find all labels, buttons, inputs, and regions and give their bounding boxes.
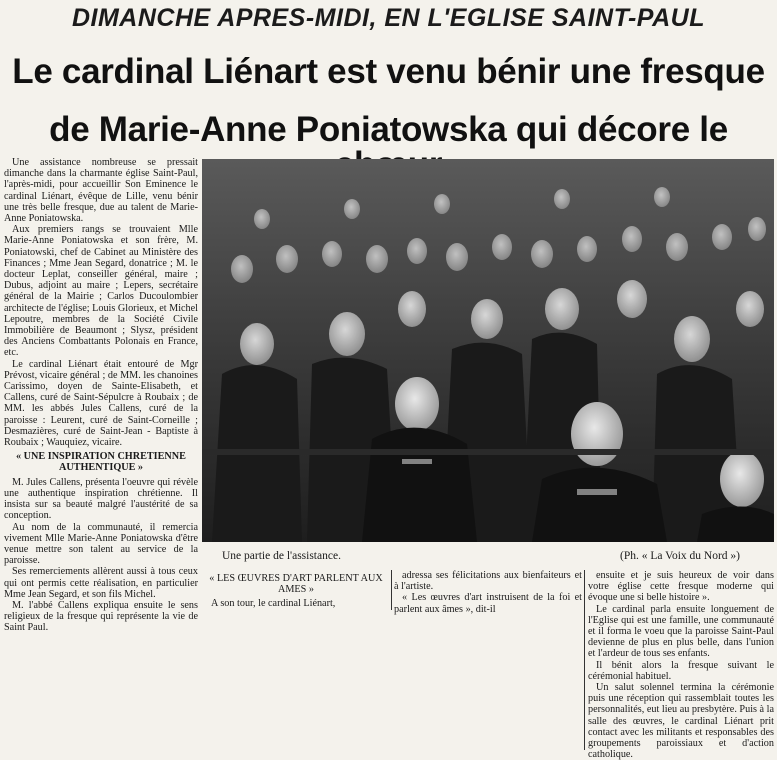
paragraph: Le cardinal Liénart était entouré de Mgr Prévost, vicaire général ; de MM. les chanoines Carissimo, doyen de Sainte-Elisabeth, et Callens, curé de Saint-Sépulcre à Roubaix ; de MM. les abbés Jules Callens, curé de la paroisse : Leurent, curé de Saint-Corneille ; Desmazières, curé de Saint-Jean - Baptiste à Roubaix ; Wauquiez, vicaire. <box>4 358 198 449</box>
paragraph: adressa ses félicitations aux bienfaiteurs et à l'artiste. <box>394 570 582 593</box>
paragraph: ensuite et je suis heureux de voir dans votre église cette fresque moderne qui évoque une si belle histoire ». <box>588 570 774 604</box>
kicker-heading: DIMANCHE APRES-MIDI, EN L'EGLISE SAINT-PAUL <box>71 4 706 32</box>
paragraph: M. Jules Callens, présenta l'oeuvre qui révèle une authentique inspiration chrétienne. Il insista sur sa beauté malgré l'austérité de sa conception. <box>4 476 198 522</box>
article-column-4 <box>588 570 774 760</box>
article-column-1 <box>4 157 198 634</box>
paragraph: M. l'abbé Callens expliqua ensuite le sens religieux de la fresque qui représente la vie de Saint Paul. <box>4 599 198 634</box>
headline-line-2: de Marie-Anne Poniatowska qui décore le <box>49 110 728 149</box>
column-divider <box>584 570 585 750</box>
column-divider <box>391 570 392 610</box>
paragraph: A son tour, le cardinal Liénart, <box>211 598 336 610</box>
headline-line-1: Le cardinal Liénart est venu bénir une fresque <box>12 52 765 91</box>
paragraph: Un salut solennel termina la cérémonie puis une réception qui rassemblait toutes les personnalités, eut lieu au presbytère. Puis à la salle des œuvres, le cardinal Liénart prit contact avec les militants et responsables des groupements paroissiaux et d'action catholique. <box>588 682 774 760</box>
photo-caption: Une partie de l'assistance. <box>222 550 341 562</box>
subheading: « UNE INSPIRATION CHRETIENNE AUTHENTIQUE » <box>16 451 186 474</box>
subheading: « LES ŒUVRES D'ART PARLENT AUX AMES » <box>209 573 383 596</box>
paragraph: Il bénit alors la fresque suivant le cérémonial habituel. <box>588 659 774 682</box>
paragraph: « Les œuvres d'art instruisent de la foi et parlent aux âmes », dit-il <box>394 592 582 615</box>
article-column-3 <box>394 570 582 615</box>
photo-credit: (Ph. « La Voix du Nord ») <box>620 550 741 562</box>
paragraph: Au nom de la communauté, il remercia vivement Mlle Marie-Anne Poniatowska d'être venue mettre son talent au service de la paroisse. <box>4 521 198 567</box>
audience-photo <box>202 159 774 542</box>
paragraph: Ses remerciements allèrent aussi à tous ceux qui ont permis cette réalisation, en particulier Mme Jean Segard, et son fils Michel. <box>4 566 198 600</box>
paragraph: Une assistance nombreuse se pressait dimanche dans la charmante église Saint-Paul, l'après-midi, pour accueillir Son Eminence le cardinal Liénart, évêque de Lille, venu bénir une très belle fresque, due au talent de Marie-Anne Poniatowska. <box>4 157 198 225</box>
article-column-2 <box>203 570 389 610</box>
paragraph: Le cardinal parla ensuite longuement de l'Eglise qui est une famille, une communauté et il forma le voeu que la paroisse Saint-Paul devienne de plus en plus belle, dans l'union et l'ardeur de tous ses enfants. <box>588 603 774 660</box>
paragraph: Aux premiers rangs se trouvaient Mlle Marie-Anne Poniatowska et son frère, M. Poniatowski, chef de Cabinet au Ministère des Finances ; Mme Jean Segard, donatrice ; M. le docteur Leplat, conseiller général, maire ; Dubus, adjoint au maire ; Lepers, secrétaire général de la Mairie ; Carlos Ducoulombier architecte de l'église; Louis Glorieux, et Michel Lepoutre, membres de la Société Civile Immobilière de Beaumont ; Slysz, président des Anciens Combattants Polonais en France, etc. <box>4 224 198 359</box>
